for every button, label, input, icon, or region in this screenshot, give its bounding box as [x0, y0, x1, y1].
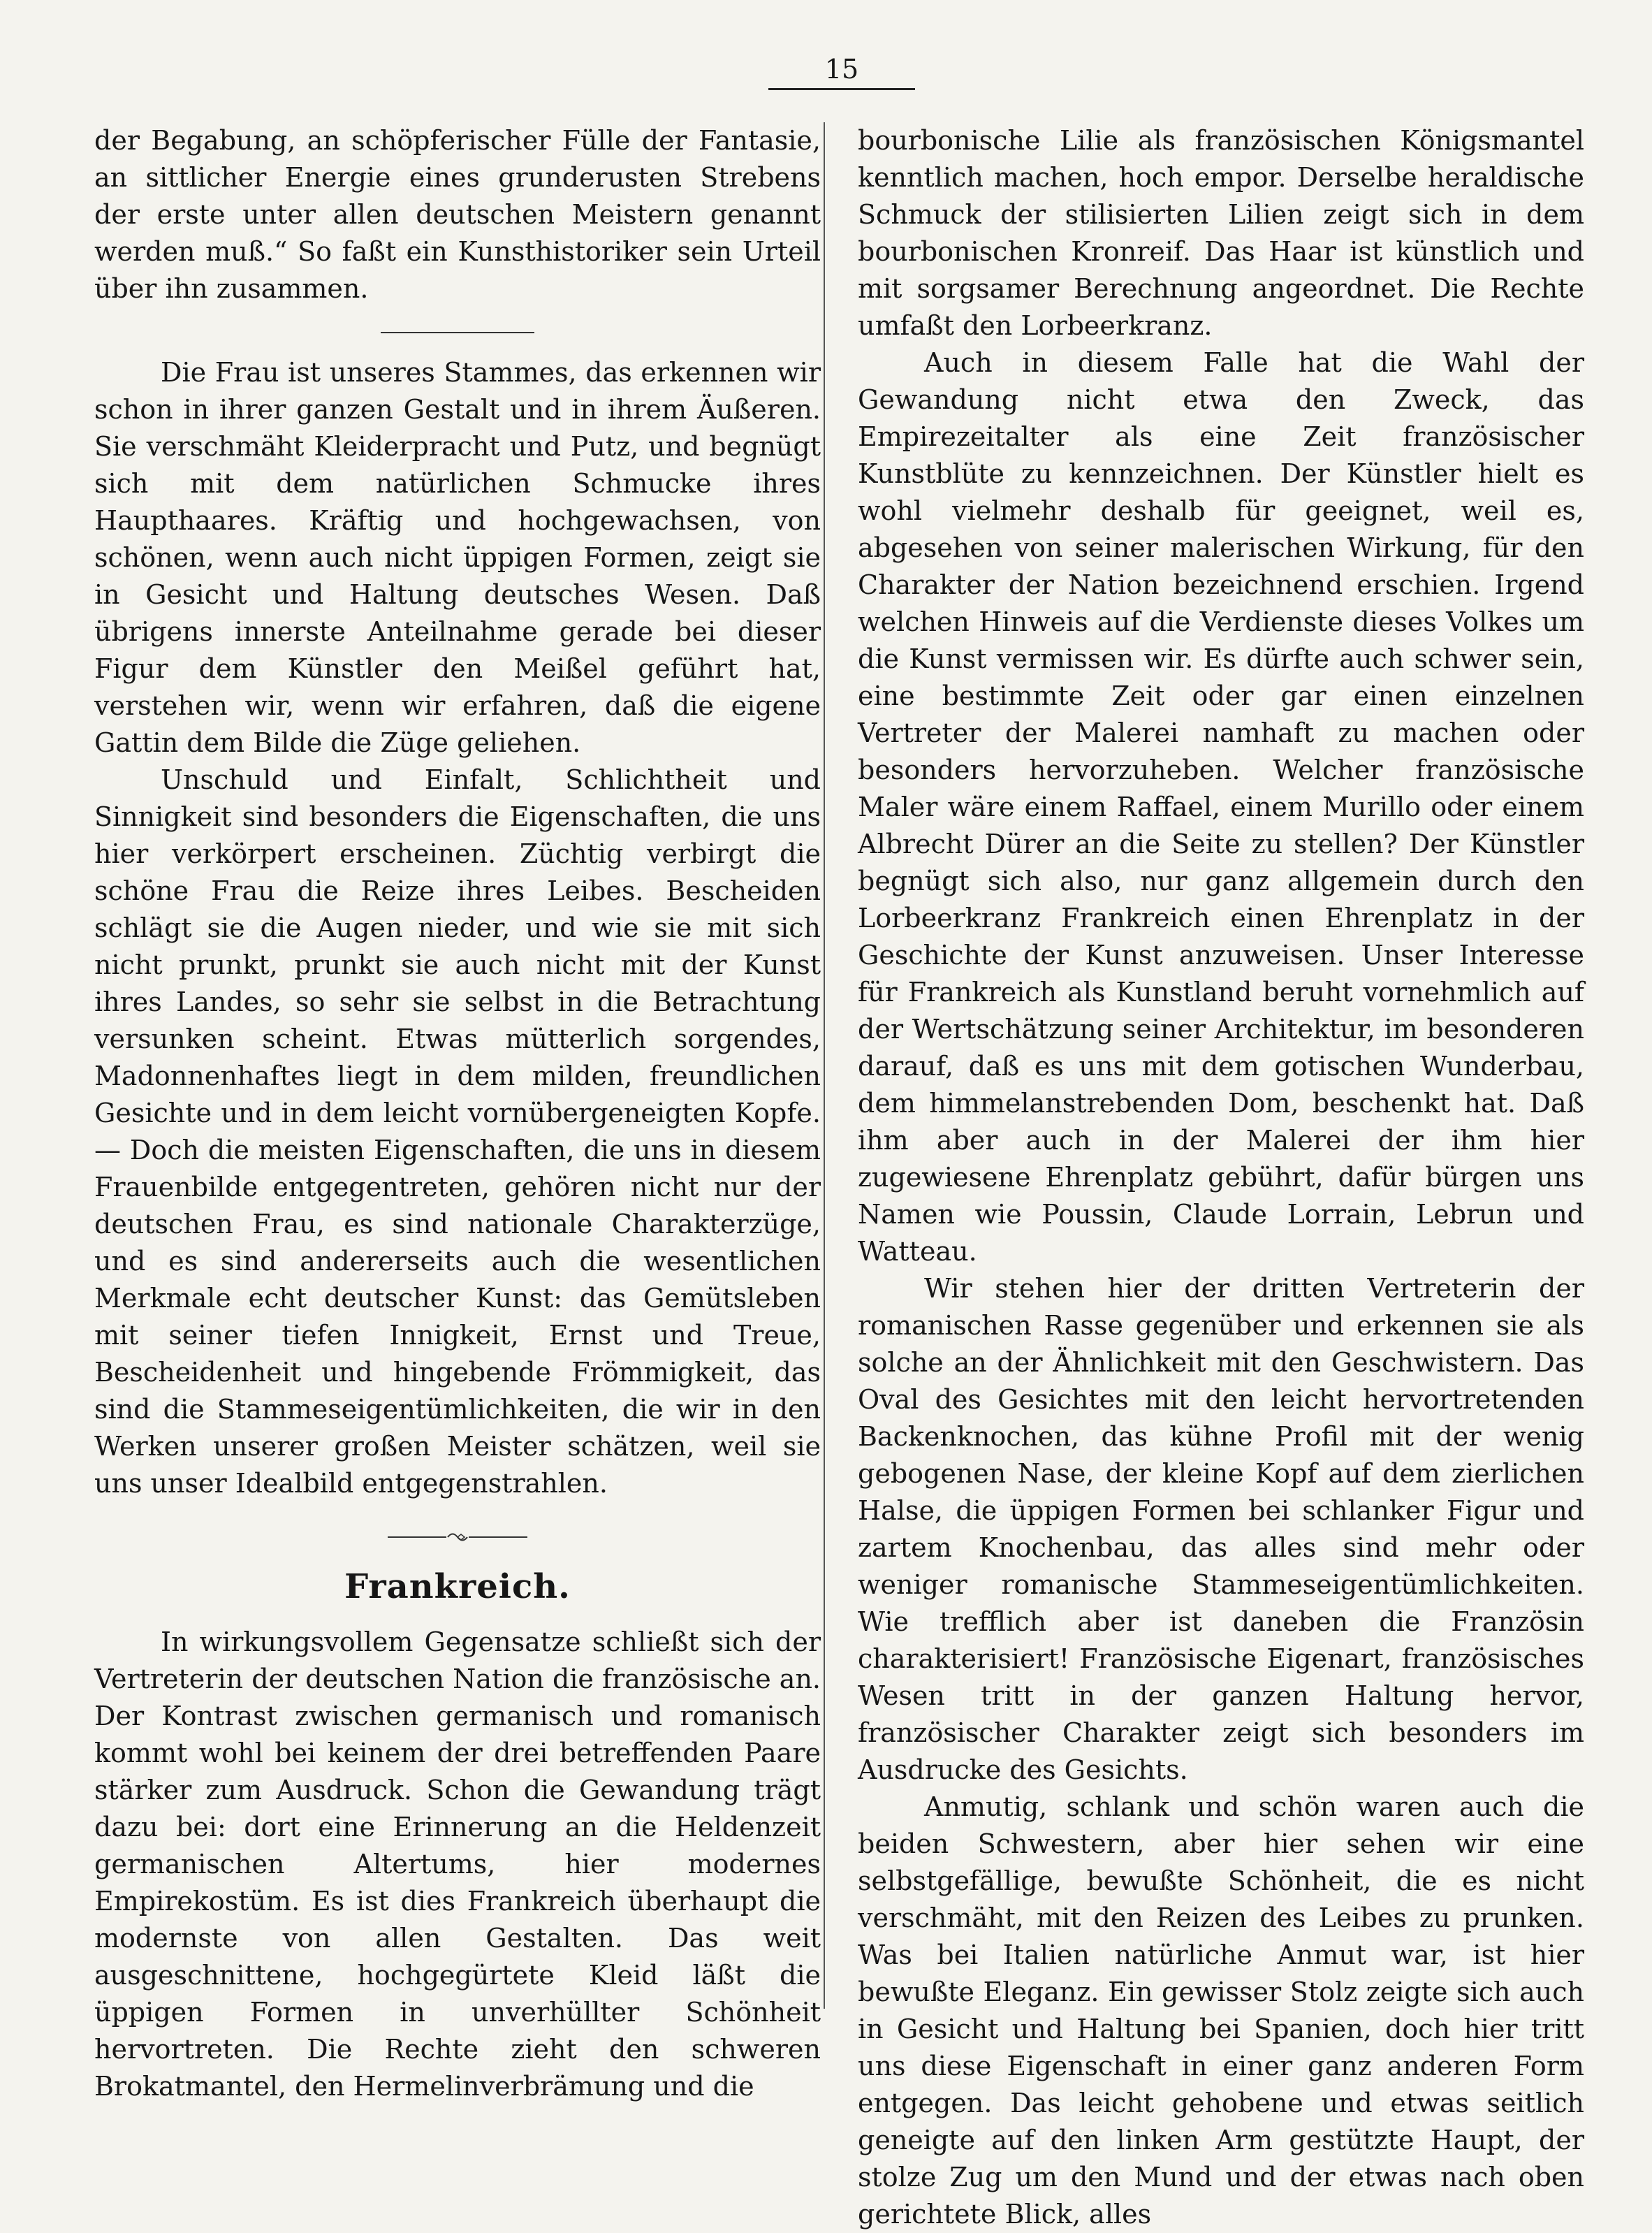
- left-intro-paragraph: der Begabung, an schöpferischer Fülle der Fantasie, an sittlicher Energie eines grunderusten Strebens der erste unter allen deutschen Meistern genannt werden muß.“ So faßt ein Kunsthistoriker sein Urteil über ihn zusammen.: [94, 125, 821, 304]
- section-separator-rule: [381, 332, 534, 333]
- left-paragraph: Die Frau ist unseres Stammes, das erkennen wir schon in ihrer ganzen Gestalt und in ihrem Äußeren. Sie verschmäht Kleiderpracht und Putz, und begnügt sich mit dem natürlichen Schmucke ihres Haupthaares. Kräftig und hochgewachsen, von schönen, wenn auch nicht üppigen Formen, zeigt sie in Gesicht und Haltung deutsches Wesen. Daß übrigens innerste Anteilnahme gerade bei dieser Figur dem Künstler den Meißel geführt hat, verstehen wir, wenn wir erfahren, daß die eigene Gattin dem Bilde die Züge geliehen.: [94, 357, 821, 758]
- right-intro-paragraph: bourbonische Lilie als französischen Königsmantel kenntlich machen, hoch empor. Derselbe heraldische Schmuck der stilisierten Lilien zeigt sich in dem bourbonischen Kronreif. Das Haar ist künstlich und mit sorgsamer Berechnung angeordnet. Die Rechte umfaßt den Lorbeerkranz.: [858, 125, 1584, 341]
- section-heading: Frankreich.: [344, 1567, 571, 1606]
- ornament-divider-icon: [388, 1529, 527, 1545]
- right-paragraph: Wir stehen hier der dritten Vertreterin der romanischen Rasse gegenüber und erkennen sie als solche an der Ähnlichkeit mit den Geschwistern. Das Oval des Gesichtes mit den leicht hervortretenden Backenknochen, das kühne Profil mit der wenig gebogenen Nase, der kleine Kopf auf dem zierlichen Halse, die üppigen Formen bei schlanker Figur und zartem Knochenbau, das alles sind mehr oder weniger romanische Stammeseigentümlichkeiten. Wie trefflich aber ist daneben die Französin charakterisiert! Französische Eigenart, französisches Wesen tritt in der ganzen Haltung hervor, französischer Charakter zeigt sich besonders im Ausdrucke des Gesichts.: [858, 1273, 1584, 1785]
- page-number: 15: [824, 54, 859, 85]
- column-divider: [824, 122, 825, 2009]
- section-paragraph: In wirkungsvollem Gegensatze schließt sich der Vertreterin der deutschen Nation die französische an. Der Kontrast zwischen germanisch und romanisch kommt wohl bei keinem der drei betreffenden Paare stärker zum Ausdruck. Schon die Gewandung trägt dazu bei: dort eine Erinnerung an die Heldenzeit germanischen Altertums, hier modernes Empirekostüm. Es ist dies Frankreich überhaupt die modernste von allen Gestalten. Das weit ausgeschnittene, hochgegürtete Kleid läßt die üppigen Formen in unverhüllter Schönheit hervortreten. Die Rechte zieht den schweren Brokatmantel, den Hermelinverbrämung und die: [94, 1627, 821, 2102]
- right-paragraph: Anmutig, schlank und schön waren auch die beiden Schwestern, aber hier sehen wir eine selbstgefällige, bewußte Schönheit, die es nicht verschmäht, mit den Reizen des Leibes zu prunken. Was bei Italien natürliche Anmut war, ist hier bewußte Eleganz. Ein gewisser Stolz zeigte sich auch in Gesicht und Haltung bei Spanien, doch hier tritt uns diese Eigenschaft in einer ganz anderen Form entgegen. Das leicht gehobene und etwas seitlich geneigte auf den linken Arm gestützte Haupt, der stolze Zug um den Mund und der etwas nach oben gerichtete Blick, alles: [858, 1791, 1584, 2230]
- left-paragraph: Unschuld und Einfalt, Schlichtheit und Sinnigkeit sind besonders die Eigenschaften, die uns hier verkörpert erscheinen. Züchtig verbirgt die schöne Frau die Reize ihres Leibes. Bescheiden schlägt sie die Augen nieder, und wie sie mit sich nicht prunkt, prunkt sie auch nicht mit der Kunst ihres Landes, so sehr sie selbst in die Betrachtung versunken scheint. Etwas mütterlich sorgendes, Madonnenhaftes liegt in dem milden, freundlichen Gesichte und in dem leicht vornübergeneigten Kopfe. — Doch die meisten Eigenschaften, die uns in diesem Frauenbilde entgegentreten, gehören nicht nur der deutschen Frau, es sind nationale Charakterzüge, und es sind andererseits auch die wesentlichen Merkmale echt deutscher Kunst: das Gemütsleben mit seiner tiefen Innigkeit, Ernst und Treue, Bescheidenheit und hingebende Frömmigkeit, das sind die Stammeseigentümlichkeiten, die wir in den Werken unserer großen Meister schätzen, weil sie uns unser Idealbild entgegenstrahlen.: [94, 764, 821, 1499]
- page-number-rule: [768, 88, 915, 90]
- left-column: [94, 122, 821, 2105]
- right-column: [858, 122, 1584, 2233]
- right-paragraph: Auch in diesem Falle hat die Wahl der Gewandung nicht etwa den Zweck, das Empirezeitalter als eine Zeit französischer Kunstblüte zu kennzeichnen. Der Künstler hielt es wohl vielmehr deshalb für geeignet, weil es, abgesehen von seiner malerischen Wirkung, für den Charakter der Nation bezeichnend erschien. Irgend welchen Hinweis auf die Verdienste dieses Volkes um die Kunst vermissen wir. Es dürfte auch schwer sein, eine bestimmte Zeit oder gar einen einzelnen Vertreter der Malerei namhaft zu machen oder besonders hervorzuheben. Welcher französische Maler wäre einem Raffael, einem Murillo oder einem Albrecht Dürer an die Seite zu stellen? Der Künstler begnügt sich also, nur ganz allgemein durch den Lorbeerkranz Frankreich einen Ehrenplatz in der Geschichte der Kunst anzuweisen. Unser Interesse für Frankreich als Kunstland beruht vornehmlich auf der Wertschätzung seiner Architektur, im besonderen darauf, daß es uns mit dem gotischen Wunderbau, dem himmelanstrebenden Dom, beschenkt hat. Daß ihm aber auch in der Malerei der ihm hier zugewiesene Ehrenplatz gebührt, dafür bürgen uns Namen wie Poussin, Claude Lorrain, Lebrun und Watteau.: [858, 347, 1584, 1267]
